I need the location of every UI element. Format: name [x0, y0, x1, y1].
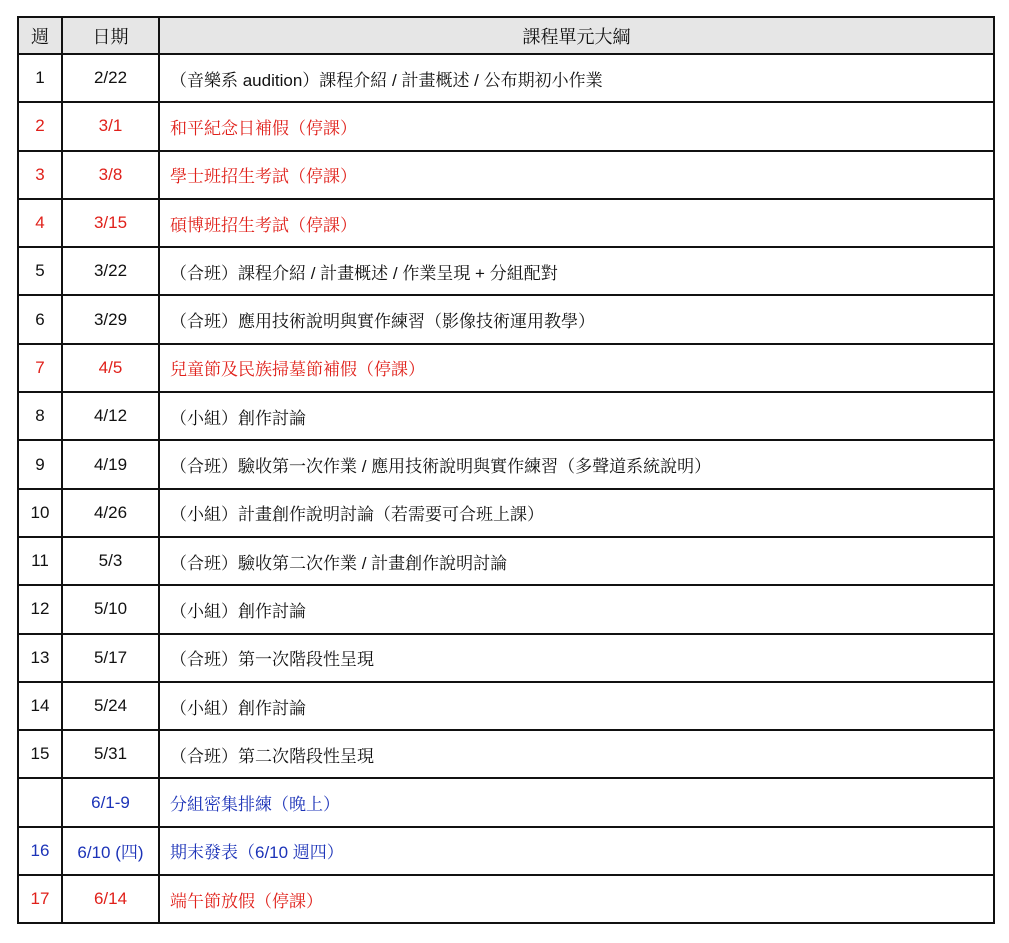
table-row	[18, 537, 994, 585]
course-schedule-table	[17, 16, 995, 924]
week-cell: 13	[18, 634, 62, 682]
table-row	[18, 634, 994, 682]
date-cell: 6/14	[62, 875, 159, 923]
week-cell: 2	[18, 102, 62, 150]
date-cell: 6/10 (四)	[62, 827, 159, 875]
outline-cell: （小組）創作討論	[159, 682, 994, 730]
outline-cell: （音樂系 audition）課程介紹 / 計畫概述 / 公布期初小作業	[159, 54, 994, 102]
outline-cell: （合班）驗收第一次作業 / 應用技術說明與實作練習（多聲道系統說明）	[159, 440, 994, 488]
date-cell: 3/1	[62, 102, 159, 150]
week-cell: 12	[18, 585, 62, 633]
table-row	[18, 730, 994, 778]
date-cell: 3/15	[62, 199, 159, 247]
outline-cell: 碩博班招生考試（停課）	[159, 199, 994, 247]
week-cell: 5	[18, 247, 62, 295]
date-cell: 4/12	[62, 392, 159, 440]
week-cell: 14	[18, 682, 62, 730]
outline-cell: （合班）驗收第二次作業 / 計畫創作說明討論	[159, 537, 994, 585]
week-cell: 9	[18, 440, 62, 488]
table-row	[18, 199, 994, 247]
table-row	[18, 102, 994, 150]
outline-cell: （合班）課程介紹 / 計畫概述 / 作業呈現 + 分組配對	[159, 247, 994, 295]
date-cell: 2/22	[62, 54, 159, 102]
table-row	[18, 295, 994, 343]
table-row	[18, 54, 994, 102]
date-cell: 4/26	[62, 489, 159, 537]
week-cell	[18, 778, 62, 826]
header-row	[18, 17, 994, 54]
outline-cell: 和平紀念日補假（停課）	[159, 102, 994, 150]
outline-cell: （小組）創作討論	[159, 392, 994, 440]
outline-cell: 期末發表（6/10 週四）	[159, 827, 994, 875]
date-cell: 3/29	[62, 295, 159, 343]
date-cell: 3/22	[62, 247, 159, 295]
week-cell: 17	[18, 875, 62, 923]
week-cell: 3	[18, 151, 62, 199]
outline-cell: 學士班招生考試（停課）	[159, 151, 994, 199]
table-row	[18, 392, 994, 440]
week-cell: 6	[18, 295, 62, 343]
date-cell: 5/31	[62, 730, 159, 778]
outline-cell: （合班）第一次階段性呈現	[159, 634, 994, 682]
week-cell: 10	[18, 489, 62, 537]
header-week: 週	[18, 17, 62, 54]
table-row	[18, 827, 994, 875]
week-cell: 4	[18, 199, 62, 247]
outline-cell: （合班）第二次階段性呈現	[159, 730, 994, 778]
header-outline: 課程單元大綱	[159, 17, 994, 54]
week-cell: 11	[18, 537, 62, 585]
table-row	[18, 151, 994, 199]
date-cell: 5/17	[62, 634, 159, 682]
date-cell: 5/10	[62, 585, 159, 633]
week-cell: 16	[18, 827, 62, 875]
date-cell: 4/19	[62, 440, 159, 488]
table-row	[18, 875, 994, 923]
header-date: 日期	[62, 17, 159, 54]
outline-cell: 兒童節及民族掃墓節補假（停課）	[159, 344, 994, 392]
date-cell: 5/24	[62, 682, 159, 730]
table-row	[18, 778, 994, 826]
date-cell: 3/8	[62, 151, 159, 199]
schedule-body	[18, 54, 994, 923]
date-cell: 5/3	[62, 537, 159, 585]
week-cell: 1	[18, 54, 62, 102]
outline-cell: 分組密集排練（晚上）	[159, 778, 994, 826]
date-cell: 6/1-9	[62, 778, 159, 826]
table-row	[18, 585, 994, 633]
table-row	[18, 489, 994, 537]
table-row	[18, 682, 994, 730]
outline-cell: （合班）應用技術說明與實作練習（影像技術運用教學）	[159, 295, 994, 343]
table-row	[18, 344, 994, 392]
week-cell: 7	[18, 344, 62, 392]
table-row	[18, 247, 994, 295]
outline-cell: （小組）計畫創作說明討論（若需要可合班上課）	[159, 489, 994, 537]
outline-cell: （小組）創作討論	[159, 585, 994, 633]
date-cell: 4/5	[62, 344, 159, 392]
outline-cell: 端午節放假（停課）	[159, 875, 994, 923]
week-cell: 15	[18, 730, 62, 778]
week-cell: 8	[18, 392, 62, 440]
table-row	[18, 440, 994, 488]
